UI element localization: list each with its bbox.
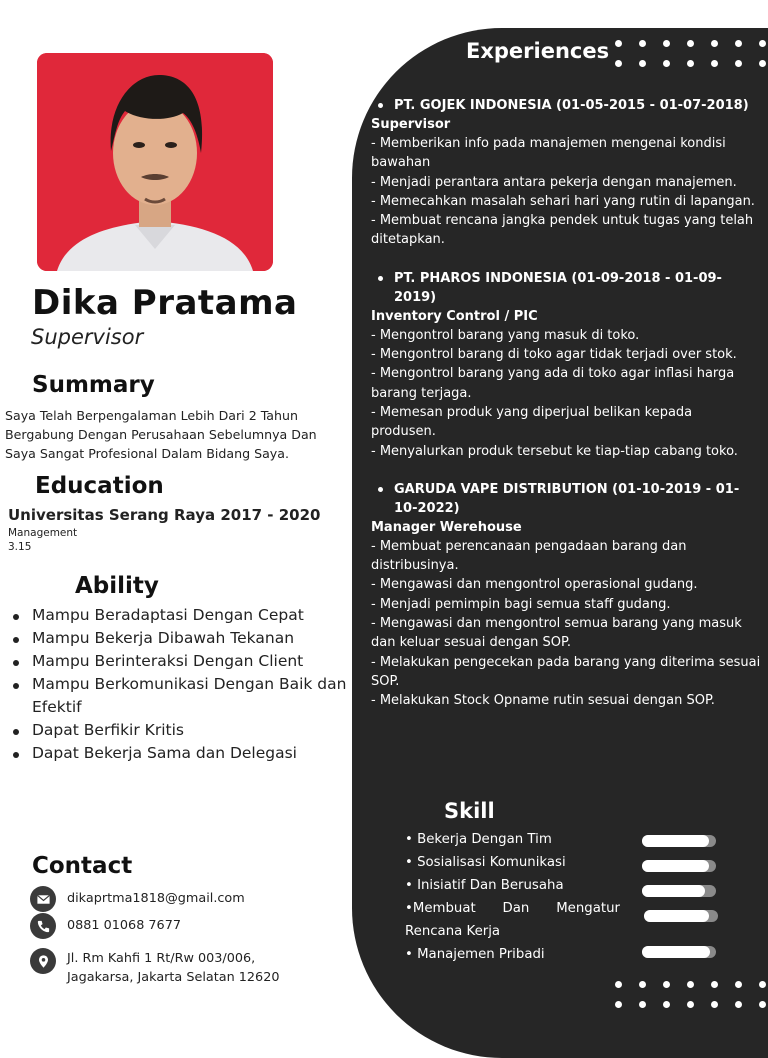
ability-item: Dapat Berfikir Kritis bbox=[13, 719, 353, 742]
job-duty: - Menjadi perantara antara pekerja dengan manajemen. bbox=[371, 174, 737, 190]
decorative-dots-bottom bbox=[615, 981, 766, 1008]
location-pin-icon bbox=[30, 948, 56, 974]
job-duty: - Melakukan Stock Opname rutin sesuai dengan SOP. bbox=[371, 693, 715, 709]
experiences-heading: Experiences bbox=[466, 39, 610, 63]
job-role: Supervisor bbox=[371, 117, 451, 132]
ability-item: Dapat Bekerja Sama dan Delegasi bbox=[13, 742, 353, 765]
ability-list bbox=[13, 604, 353, 765]
job-duty: - Mengawasi dan mengontrol semua barang yang masuk dan keluar sesuai dengan SOP. bbox=[371, 616, 742, 651]
experience-list bbox=[371, 96, 761, 730]
job-entry bbox=[371, 96, 761, 250]
education-heading: Education bbox=[35, 473, 164, 499]
job-entry bbox=[371, 269, 761, 461]
contact-phone-row bbox=[30, 913, 181, 939]
job-duty: - Membuat perencanaan pengadaan barang dan distribusinya. bbox=[371, 538, 687, 574]
skill-level-fill bbox=[642, 885, 705, 897]
skill-level-fill bbox=[644, 910, 709, 922]
skill-level-bar bbox=[642, 860, 716, 872]
job-company: GARUDA VAPE DISTRIBUTION (01-10-2019 - 01-10-2022) bbox=[371, 480, 761, 518]
skill-level-bar bbox=[642, 885, 716, 897]
ability-heading: Ability bbox=[75, 573, 159, 599]
contact-email[interactable]: dikaprtma1818@gmail.com bbox=[67, 891, 245, 906]
summary-heading: Summary bbox=[32, 372, 155, 398]
job-company: PT. GOJEK INDONESIA (01-05-2015 - 01-07-2018) bbox=[371, 96, 761, 115]
job-duty: - Membuat rencana jangka pendek untuk tugas yang telah ditetapkan. bbox=[371, 213, 754, 248]
skill-level-fill bbox=[642, 860, 709, 872]
skill-item: • Inisiatif Dan Berusaha bbox=[405, 878, 564, 893]
contact-email-row bbox=[30, 886, 245, 912]
job-entry bbox=[371, 480, 761, 711]
contact-heading: Contact bbox=[32, 853, 133, 879]
skill-level-fill bbox=[642, 946, 710, 958]
job-role: Inventory Control / PIC bbox=[371, 308, 538, 324]
ability-item: Mampu Berinteraksi Dengan Client bbox=[13, 650, 353, 673]
ability-item: Mampu Berkomunikasi Dengan Baik dan Efektif bbox=[13, 673, 353, 719]
skill-heading: Skill bbox=[444, 799, 495, 823]
profile-photo bbox=[37, 53, 273, 271]
skill-level-bar bbox=[642, 835, 716, 847]
contact-address-row bbox=[30, 948, 297, 987]
job-duty: - Memecahkan masalah sehari hari yang rutin di lapangan. bbox=[371, 193, 755, 209]
job-role: Manager Werehouse bbox=[371, 519, 522, 535]
skill-list bbox=[405, 828, 620, 966]
contact-phone[interactable]: 0881 01068 7677 bbox=[67, 918, 181, 933]
job-duty: - Memberikan info pada manajemen mengenai kondisi bawahan bbox=[371, 136, 726, 171]
education-major: Management bbox=[8, 527, 78, 539]
ability-item: Mampu Beradaptasi Dengan Cepat bbox=[13, 604, 353, 627]
skill-item: • Bekerja Dengan Tim bbox=[405, 832, 552, 847]
envelope-icon bbox=[30, 886, 56, 912]
job-duty: - Mengawasi dan mengontrol operasional gudang. bbox=[371, 577, 698, 593]
person-role: Supervisor bbox=[31, 325, 144, 349]
person-name: Dika Pratama bbox=[32, 283, 298, 323]
job-duty: - Mengontrol barang yang masuk di toko. bbox=[371, 327, 640, 343]
skill-level-fill bbox=[642, 835, 709, 847]
job-company: PT. PHAROS INDONESIA (01-09-2018 - 01-09-2019) bbox=[371, 269, 761, 307]
education-gpa: 3.15 bbox=[8, 541, 32, 553]
skill-level-bar bbox=[642, 946, 716, 958]
phone-icon bbox=[30, 913, 56, 939]
job-duty: - Menyalurkan produk tersebut ke tiap-tiap cabang toko. bbox=[371, 443, 738, 459]
decorative-dots-top bbox=[615, 40, 766, 67]
contact-address: Jl. Rm Kahfi 1 Rt/Rw 003/006, Jagakarsa, Jakarta Selatan 12620 bbox=[67, 951, 280, 985]
ability-item: Mampu Bekerja Dibawah Tekanan bbox=[13, 627, 353, 650]
job-duty: - Mengontrol barang yang ada di toko agar inflasi harga barang terjaga. bbox=[371, 366, 735, 401]
summary-text: Saya Telah Berpengalaman Lebih Dari 2 Tahun Bergabung Dengan Perusahaan Sebelumnya Dan Saya Sangat Profesional Dalam Bidang Saya. bbox=[5, 408, 317, 461]
job-duty: - Mengontrol barang di toko agar tidak terjadi over stok. bbox=[371, 347, 737, 363]
job-duty: - Menjadi pemimpin bagi semua staff gudang. bbox=[371, 596, 671, 612]
education-school: Universitas Serang Raya 2017 - 2020 bbox=[8, 506, 321, 524]
skill-item: •Membuat Dan Mengatur Rencana Kerja bbox=[405, 901, 620, 939]
skill-level-bar bbox=[644, 910, 718, 922]
skill-item: • Manajemen Pribadi bbox=[405, 947, 545, 962]
skill-item: • Sosialisasi Komunikasi bbox=[405, 855, 566, 870]
job-duty: - Memesan produk yang diperjual belikan kepada produsen. bbox=[371, 404, 693, 440]
job-duty: - Melakukan pengecekan pada barang yang diterima sesuai SOP. bbox=[371, 654, 761, 689]
